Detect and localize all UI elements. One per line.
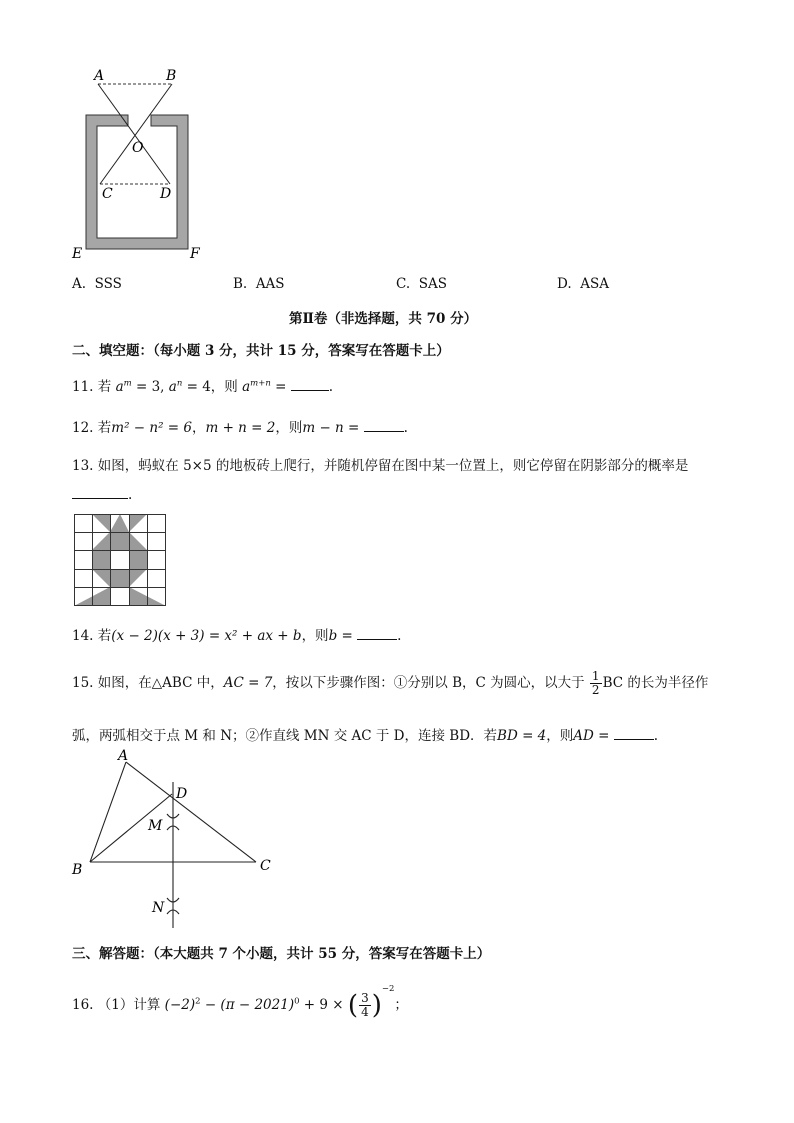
question-11: 11. 若 $a^m = 3$, $a^n = 4$，则 $a^{m+n}$ = .: [72, 375, 333, 395]
question-16: 16. （1）计算 $(-2)^2 - (\pi - 2021)^0 + 9$ × ( $\frac{3}{4}$ )$^{-2}$；: [72, 984, 408, 1021]
section2-heading: 二、填空题：（每小题 3 分，共计 15 分，答案写在答题卡上）: [72, 343, 450, 359]
label-a: A: [118, 748, 129, 764]
shade-r3c2: [110, 569, 129, 587]
label-c: C: [260, 858, 271, 874]
fraction-one-half: $\frac{1}{2}$: [591, 669, 600, 697]
section3-heading: 三、解答题：（本大题共 7 个小题，共计 55 分，答案写在答题卡上）: [72, 946, 491, 962]
label-a: A: [94, 68, 105, 84]
option-d[interactable]: D. ASA: [557, 276, 609, 292]
label-b: B: [166, 68, 177, 84]
question-14: 14. 若(x − 2)(x + 3) = x² + ax + b，则b = .: [72, 624, 401, 644]
figure-tile-grid: [74, 514, 166, 606]
option-b[interactable]: B. AAS: [233, 276, 285, 292]
shade-r0c3: [129, 514, 147, 532]
label-o: O: [132, 140, 144, 156]
segment-bc: [100, 84, 172, 184]
label-m: M: [148, 818, 163, 834]
fraction-three-quarters: $\frac{3}{4}$: [361, 991, 369, 1019]
side-ac: [126, 762, 256, 862]
answer-blank-14[interactable]: [357, 625, 397, 640]
option-a[interactable]: A. SSS: [72, 276, 122, 292]
label-b: B: [72, 862, 83, 878]
shade-r0c1: [92, 514, 110, 532]
figure-triangle-abc: [66, 748, 286, 938]
label-d: D: [160, 186, 172, 202]
question-15-line2: 弧，两弧相交于点 M 和 N；②作直线 MN 交 AC 于 D，连接 BD．若BD = 4，则AD = .: [72, 724, 658, 744]
shade-r1c3: [129, 532, 147, 550]
question-12: 12. 若m² − n² = 6，m + n = 2，则m − n = .: [72, 416, 408, 436]
answer-blank-13[interactable]: [72, 484, 128, 499]
shade-r3c1: [92, 569, 110, 587]
figure-cross-frame: [60, 60, 220, 270]
answer-blank-11[interactable]: [291, 376, 329, 391]
shade-r3c3: [129, 569, 147, 587]
question-13: 13. 如图，蚂蚁在 5×5 的地板砖上爬行，并随机停留在图中某一位置上，则它停留在阴影部分的概率是: [72, 458, 689, 474]
shade-r1c2: [110, 532, 129, 550]
label-n: N: [152, 900, 165, 916]
shade-r2c1: [92, 550, 110, 569]
segment-ad: [98, 84, 170, 184]
shade-r2c3: [129, 550, 147, 569]
shade-r1c1: [92, 532, 110, 550]
part2-title: 第Ⅱ卷（非选择题，共 70 分）: [289, 311, 478, 327]
answer-blank-15[interactable]: [614, 725, 654, 740]
question-13-answer-line: .: [72, 484, 132, 503]
option-c[interactable]: C. SAS: [396, 276, 447, 292]
label-f: F: [190, 246, 200, 262]
shade-r0c2a: [110, 514, 129, 532]
label-c: C: [102, 186, 113, 202]
question-15-line1: 15. 如图，在△ABC 中，AC = 7，按以下步骤作图：①分别以 B，C 为圆心，以大于 $\frac{1}{2}$ BC 的长为半径作: [72, 669, 709, 697]
label-d: D: [176, 786, 188, 802]
label-e: E: [72, 246, 83, 262]
answer-blank-12[interactable]: [364, 417, 404, 432]
